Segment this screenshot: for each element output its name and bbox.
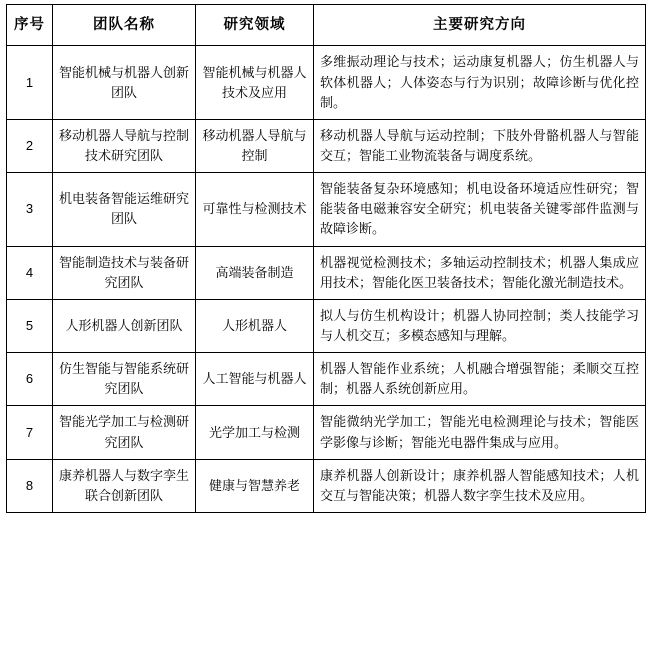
- table-row: [7, 46, 646, 119]
- table-row: [7, 459, 646, 512]
- cell-team-name: 智能光学加工与检测研究团队: [53, 406, 196, 459]
- cell-team-name: 智能制造技术与装备研究团队: [53, 246, 196, 299]
- column-header-research-direction: 主要研究方向: [314, 5, 646, 46]
- column-header-team-name: 团队名称: [53, 5, 196, 46]
- cell-index: 6: [7, 353, 53, 406]
- cell-index: 7: [7, 406, 53, 459]
- column-header-index: 序号: [7, 5, 53, 46]
- cell-research-direction: 智能装备复杂环境感知；机电设备环境适应性研究；智能装备电磁兼容安全研究；机电装备关键零部件监测与故障诊断。: [314, 173, 646, 246]
- table-header-row: [7, 5, 646, 46]
- table-row: [7, 119, 646, 172]
- cell-research-direction: 康养机器人创新设计；康养机器人智能感知技术；人机交互与智能决策；机器人数字孪生技术及应用。: [314, 459, 646, 512]
- column-header-research-field: 研究领域: [196, 5, 314, 46]
- table-row: [7, 246, 646, 299]
- cell-research-direction: 移动机器人导航与运动控制；下肢外骨骼机器人与智能交互；智能工业物流装备与调度系统。: [314, 119, 646, 172]
- table-row: [7, 299, 646, 352]
- cell-research-direction: 智能微纳光学加工；智能光电检测理论与技术；智能医学影像与诊断；智能光电器件集成与应用。: [314, 406, 646, 459]
- cell-research-direction: 拟人与仿生机构设计；机器人协同控制；类人技能学习与人机交互；多模态感知与理解。: [314, 299, 646, 352]
- cell-research-field: 人工智能与机器人: [196, 353, 314, 406]
- cell-index: 5: [7, 299, 53, 352]
- cell-index: 4: [7, 246, 53, 299]
- cell-team-name: 机电装备智能运维研究团队: [53, 173, 196, 246]
- table-row: [7, 353, 646, 406]
- cell-research-field: 可靠性与检测技术: [196, 173, 314, 246]
- cell-index: 2: [7, 119, 53, 172]
- table-header: [7, 5, 646, 46]
- cell-research-field: 健康与智慧养老: [196, 459, 314, 512]
- table-row: [7, 406, 646, 459]
- cell-research-field: 高端装备制造: [196, 246, 314, 299]
- cell-team-name: 移动机器人导航与控制技术研究团队: [53, 119, 196, 172]
- cell-research-direction: 机器视觉检测技术；多轴运动控制技术；机器人集成应用技术；智能化医卫装备技术；智能化激光制造技术。: [314, 246, 646, 299]
- cell-team-name: 康养机器人与数字孪生联合创新团队: [53, 459, 196, 512]
- cell-index: 1: [7, 46, 53, 119]
- research-teams-table: [6, 4, 646, 513]
- cell-team-name: 仿生智能与智能系统研究团队: [53, 353, 196, 406]
- cell-research-direction: 多维振动理论与技术；运动康复机器人；仿生机器人与软体机器人；人体姿态与行为识别；故障诊断与优化控制。: [314, 46, 646, 119]
- cell-research-field: 人形机器人: [196, 299, 314, 352]
- cell-index: 8: [7, 459, 53, 512]
- cell-research-field: 光学加工与检测: [196, 406, 314, 459]
- cell-research-direction: 机器人智能作业系统；人机融合增强智能；柔顺交互控制；机器人系统创新应用。: [314, 353, 646, 406]
- table-body: [7, 46, 646, 513]
- cell-research-field: 智能机械与机器人技术及应用: [196, 46, 314, 119]
- cell-index: 3: [7, 173, 53, 246]
- cell-research-field: 移动机器人导航与控制: [196, 119, 314, 172]
- cell-team-name: 智能机械与机器人创新团队: [53, 46, 196, 119]
- cell-team-name: 人形机器人创新团队: [53, 299, 196, 352]
- table-row: [7, 173, 646, 246]
